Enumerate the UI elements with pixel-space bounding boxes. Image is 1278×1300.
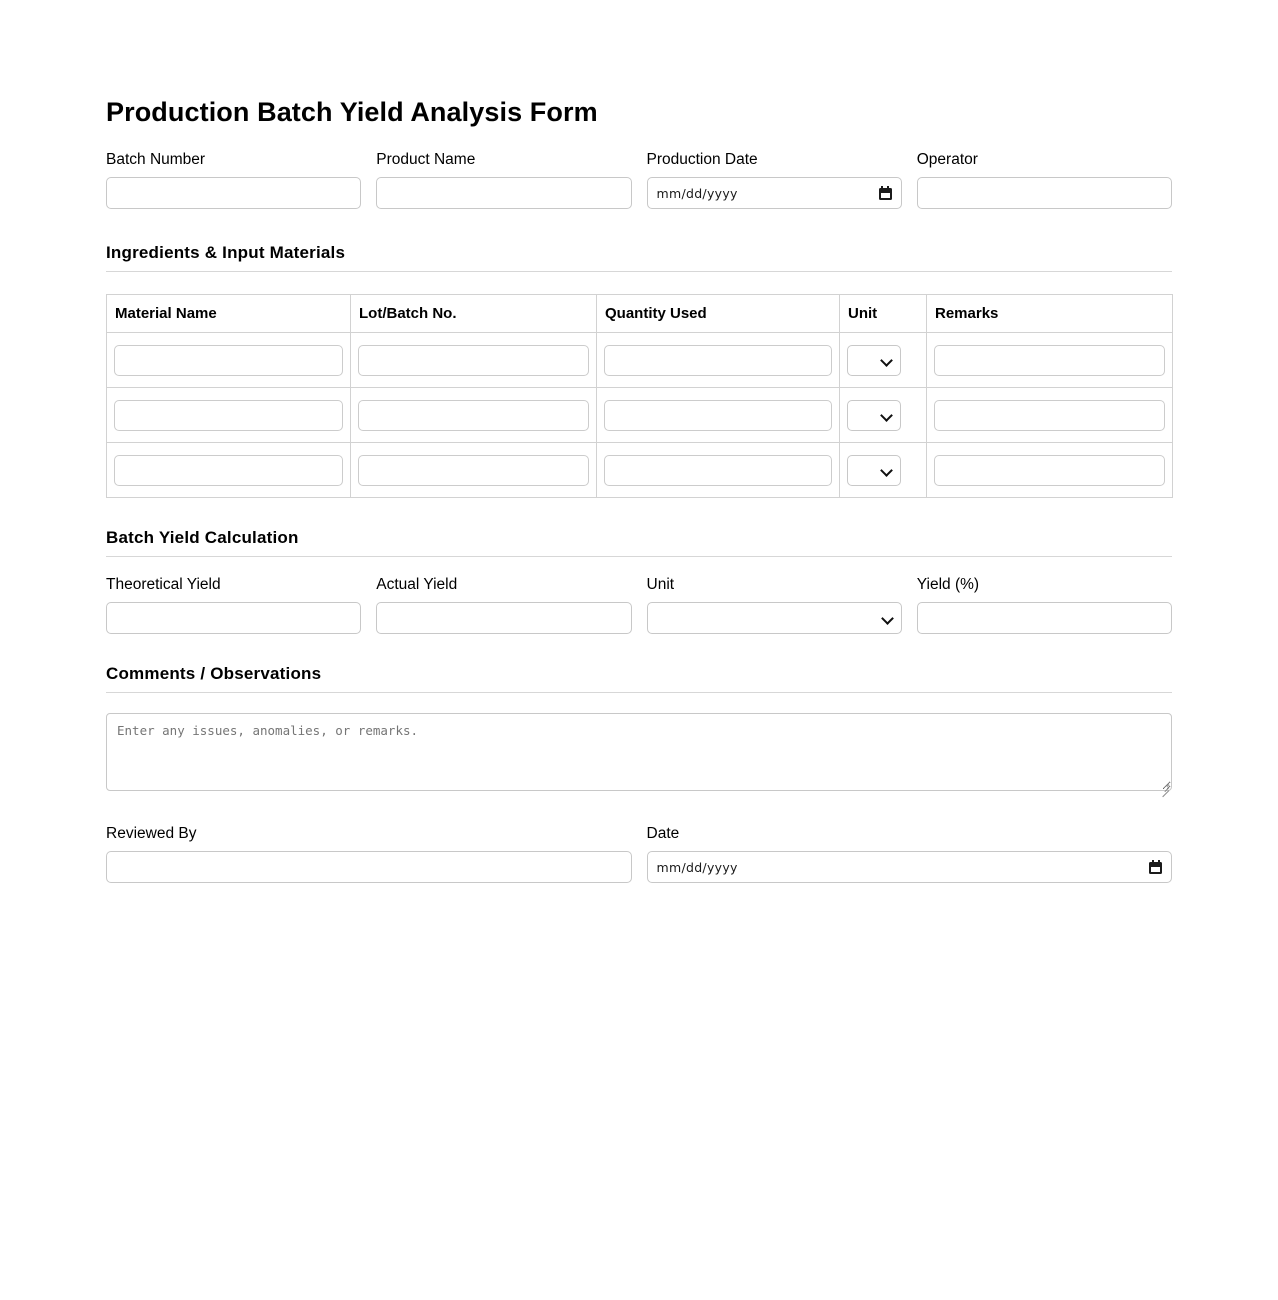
materials-table xyxy=(106,294,1173,498)
yield-percent-label: Yield (%) xyxy=(916,576,980,594)
table-header-row xyxy=(107,295,1173,333)
review-date-input[interactable] xyxy=(647,851,1173,883)
calendar-icon[interactable] xyxy=(879,186,892,200)
remarks-input-2[interactable] xyxy=(934,400,1165,431)
table-row xyxy=(107,388,1173,443)
yield-unit-label: Unit xyxy=(646,576,675,594)
column-header-unit: Unit xyxy=(840,295,927,333)
remarks-input-3[interactable] xyxy=(934,455,1165,486)
quantity-used-input-1[interactable] xyxy=(604,345,832,376)
product-name-input[interactable] xyxy=(376,177,631,209)
reviewed-by-label: Reviewed By xyxy=(106,825,197,843)
cell-quantity-used xyxy=(597,443,840,498)
chevron-down-icon xyxy=(881,410,892,421)
theoretical-yield-input[interactable] xyxy=(106,602,361,634)
theoretical-yield-label: Theoretical Yield xyxy=(106,576,221,594)
material-name-input-1[interactable] xyxy=(114,345,343,376)
chevron-down-icon xyxy=(881,355,892,366)
cell-material-name xyxy=(107,333,351,388)
production-date-label: Production Date xyxy=(646,151,758,169)
product-name-label: Product Name xyxy=(376,151,476,169)
ingredients-section-heading: Ingredients & Input Materials xyxy=(106,243,1172,272)
unit-select-2[interactable] xyxy=(847,400,901,431)
material-name-input-2[interactable] xyxy=(114,400,343,431)
column-header-material-name: Material Name xyxy=(107,295,351,333)
column-header-lot-batch-no: Lot/Batch No. xyxy=(351,295,597,333)
table-row xyxy=(107,443,1173,498)
cell-remarks xyxy=(927,388,1173,443)
cell-unit xyxy=(840,388,927,443)
footer-field-row xyxy=(106,824,1172,883)
actual-yield-input[interactable] xyxy=(376,602,631,634)
actual-yield-label: Actual Yield xyxy=(376,576,458,594)
review-date-label: Date xyxy=(646,825,680,843)
cell-remarks xyxy=(927,443,1173,498)
yield-section-heading: Batch Yield Calculation xyxy=(106,528,1172,557)
field-theoretical-yield xyxy=(106,575,361,634)
lot-batch-no-input-1[interactable] xyxy=(358,345,589,376)
batch-number-input[interactable] xyxy=(106,177,361,209)
field-product-name xyxy=(376,150,631,209)
cell-lot-batch-no xyxy=(351,443,597,498)
cell-lot-batch-no xyxy=(351,388,597,443)
reviewed-by-input[interactable] xyxy=(106,851,632,883)
yield-unit-select[interactable] xyxy=(647,602,902,634)
field-operator xyxy=(917,150,1172,209)
cell-material-name xyxy=(107,388,351,443)
cell-unit xyxy=(840,333,927,388)
chevron-down-icon xyxy=(882,613,893,624)
comments-section-heading: Comments / Observations xyxy=(106,664,1172,693)
field-actual-yield xyxy=(376,575,631,634)
production-date-placeholder: mm/dd/yyyy xyxy=(656,185,738,201)
table-row xyxy=(107,333,1173,388)
cell-material-name xyxy=(107,443,351,498)
comments-textarea[interactable] xyxy=(106,713,1172,791)
cell-quantity-used xyxy=(597,388,840,443)
review-date-placeholder: mm/dd/yyyy xyxy=(656,859,738,875)
cell-unit xyxy=(840,443,927,498)
lot-batch-no-input-3[interactable] xyxy=(358,455,589,486)
header-field-row xyxy=(106,150,1172,209)
page-title: Production Batch Yield Analysis Form xyxy=(106,97,598,127)
material-name-input-3[interactable] xyxy=(114,455,343,486)
production-date-input[interactable] xyxy=(647,177,902,209)
field-production-date xyxy=(647,150,902,209)
comments-textarea-wrap xyxy=(106,713,1172,796)
cell-lot-batch-no xyxy=(351,333,597,388)
yield-field-row xyxy=(106,575,1172,634)
unit-select-3[interactable] xyxy=(847,455,901,486)
quantity-used-input-3[interactable] xyxy=(604,455,832,486)
column-header-quantity-used: Quantity Used xyxy=(597,295,840,333)
lot-batch-no-input-2[interactable] xyxy=(358,400,589,431)
operator-label: Operator xyxy=(916,151,978,169)
yield-percent-input[interactable] xyxy=(917,602,1172,634)
calendar-icon[interactable] xyxy=(1149,860,1162,874)
chevron-down-icon xyxy=(881,465,892,476)
cell-quantity-used xyxy=(597,333,840,388)
field-yield-percent xyxy=(917,575,1172,634)
unit-select-1[interactable] xyxy=(847,345,901,376)
cell-remarks xyxy=(927,333,1173,388)
remarks-input-1[interactable] xyxy=(934,345,1165,376)
field-reviewed-by xyxy=(106,824,632,883)
field-yield-unit xyxy=(647,575,902,634)
operator-input[interactable] xyxy=(917,177,1172,209)
column-header-remarks: Remarks xyxy=(927,295,1173,333)
batch-number-label: Batch Number xyxy=(106,151,206,169)
field-batch-number xyxy=(106,150,361,209)
quantity-used-input-2[interactable] xyxy=(604,400,832,431)
field-review-date xyxy=(647,824,1173,883)
